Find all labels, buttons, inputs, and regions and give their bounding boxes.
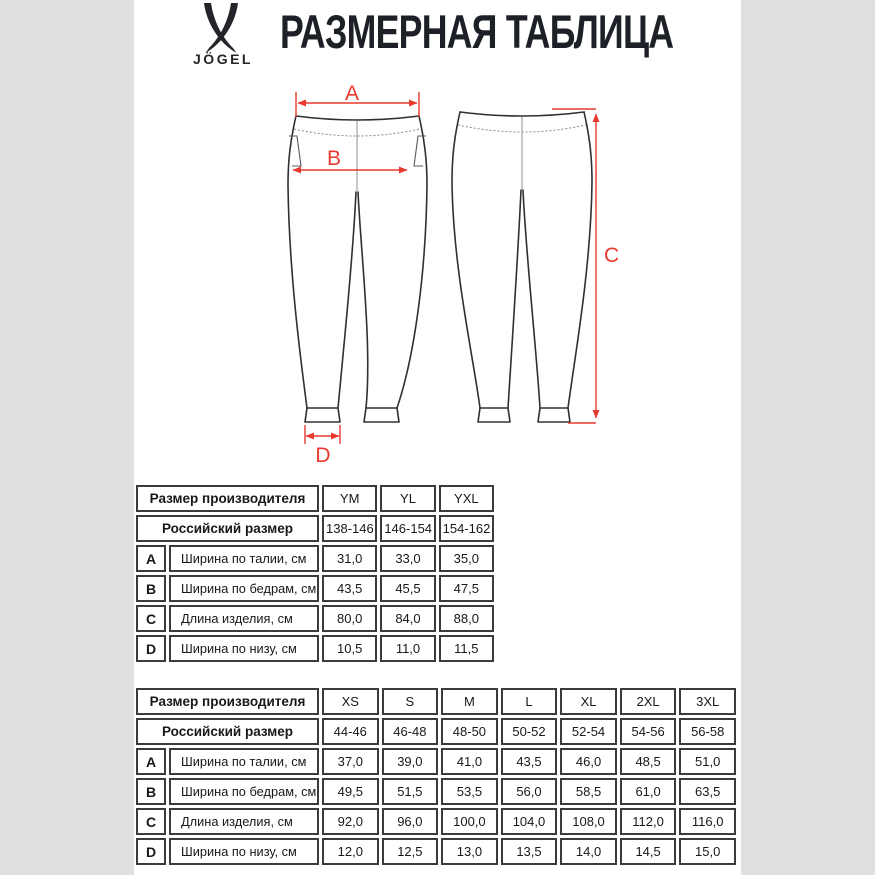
russian-size-cell: 138-146 xyxy=(322,515,377,542)
dimension-letter-cell: B xyxy=(136,575,166,602)
dimension-value-cell: 92,0 xyxy=(322,808,379,835)
dimension-value-cell: 13,5 xyxy=(501,838,558,865)
dimension-value-cell: 56,0 xyxy=(501,778,558,805)
manufacturer-size-label: Размер производителя xyxy=(136,485,319,512)
dimension-name-cell: Ширина по низу, см xyxy=(169,635,319,662)
russian-size-cell: 56-58 xyxy=(679,718,736,745)
dimension-value-cell: 43,5 xyxy=(501,748,558,775)
dimension-letter-cell: A xyxy=(136,545,166,572)
size-code-cell: YL xyxy=(380,485,435,512)
youth-size-table xyxy=(133,482,497,665)
dimension-name-cell: Длина изделия, см xyxy=(169,808,319,835)
dimension-value-cell: 10,5 xyxy=(322,635,377,662)
size-code-cell: 2XL xyxy=(620,688,677,715)
dimension-value-cell: 108,0 xyxy=(560,808,617,835)
russian-size-label: Российский размер xyxy=(136,718,319,745)
russian-size-cell: 54-56 xyxy=(620,718,677,745)
dimension-value-cell: 37,0 xyxy=(322,748,379,775)
dimension-value-cell: 58,5 xyxy=(560,778,617,805)
size-code-cell: XS xyxy=(322,688,379,715)
dimension-letter-cell: A xyxy=(136,748,166,775)
dimension-b-label: B xyxy=(326,147,342,170)
dimension-value-cell: 112,0 xyxy=(620,808,677,835)
russian-size-cell: 52-54 xyxy=(560,718,617,745)
manufacturer-size-label: Размер производителя xyxy=(136,688,319,715)
jogel-logo-icon xyxy=(202,3,240,53)
dimension-value-cell: 46,0 xyxy=(560,748,617,775)
dimension-value-cell: 31,0 xyxy=(322,545,377,572)
dimension-value-cell: 63,5 xyxy=(679,778,736,805)
russian-size-label: Российский размер xyxy=(136,515,319,542)
dimension-value-cell: 12,0 xyxy=(322,838,379,865)
dimension-row xyxy=(136,545,494,572)
jogel-wordmark: JÖGEL xyxy=(193,51,253,67)
dimension-row xyxy=(136,605,494,632)
dimension-value-cell: 43,5 xyxy=(322,575,377,602)
dimension-value-cell: 84,0 xyxy=(380,605,435,632)
russian-size-cell: 154-162 xyxy=(439,515,494,542)
dimension-letter-cell: D xyxy=(136,635,166,662)
dimension-value-cell: 14,0 xyxy=(560,838,617,865)
dimension-value-cell: 53,5 xyxy=(441,778,498,805)
dimension-value-cell: 96,0 xyxy=(382,808,439,835)
size-code-cell: M xyxy=(441,688,498,715)
dimension-value-cell: 11,0 xyxy=(380,635,435,662)
size-code-cell: XL xyxy=(560,688,617,715)
dimension-a-arrow xyxy=(296,85,419,117)
dimension-c-label: C xyxy=(604,244,620,267)
dimension-value-cell: 39,0 xyxy=(382,748,439,775)
dimension-row xyxy=(136,778,736,805)
dimension-value-cell: 88,0 xyxy=(439,605,494,632)
pants-back-drawing xyxy=(452,112,592,422)
dimension-value-cell: 61,0 xyxy=(620,778,677,805)
pants-diagram xyxy=(134,85,741,475)
dimension-value-cell: 49,5 xyxy=(322,778,379,805)
russian-size-cell: 44-46 xyxy=(322,718,379,745)
dimension-value-cell: 35,0 xyxy=(439,545,494,572)
dimension-name-cell: Ширина по талии, см xyxy=(169,748,319,775)
dimension-name-cell: Ширина по низу, см xyxy=(169,838,319,865)
dimension-value-cell: 41,0 xyxy=(441,748,498,775)
dimension-row xyxy=(136,748,736,775)
adult-size-table xyxy=(133,685,739,868)
dimension-value-cell: 51,0 xyxy=(679,748,736,775)
dimension-value-cell: 12,5 xyxy=(382,838,439,865)
dimension-name-cell: Ширина по бедрам, см xyxy=(169,778,319,805)
dimension-a-label: A xyxy=(344,85,360,105)
size-code-cell: S xyxy=(382,688,439,715)
dimension-name-cell: Ширина по бедрам, см xyxy=(169,575,319,602)
dimension-value-cell: 80,0 xyxy=(322,605,377,632)
russian-size-cell: 50-52 xyxy=(501,718,558,745)
dimension-value-cell: 48,5 xyxy=(620,748,677,775)
content-sheet xyxy=(134,0,741,875)
pants-front-drawing xyxy=(288,116,427,422)
dimension-row xyxy=(136,838,736,865)
dimension-name-cell: Ширина по талии, см xyxy=(169,545,319,572)
dimension-b-arrow xyxy=(293,147,407,170)
dimension-letter-cell: C xyxy=(136,808,166,835)
dimension-value-cell: 116,0 xyxy=(679,808,736,835)
dimension-value-cell: 11,5 xyxy=(439,635,494,662)
dimension-value-cell: 13,0 xyxy=(441,838,498,865)
size-code-cell: L xyxy=(501,688,558,715)
russian-size-cell: 48-50 xyxy=(441,718,498,745)
dimension-value-cell: 51,5 xyxy=(382,778,439,805)
dimension-name-cell: Длина изделия, см xyxy=(169,605,319,632)
dimension-row xyxy=(136,808,736,835)
page-title: РАЗМЕРНАЯ ТАБЛИЦА xyxy=(280,5,674,58)
size-code-cell: 3XL xyxy=(679,688,736,715)
dimension-value-cell: 15,0 xyxy=(679,838,736,865)
dimension-letter-cell: B xyxy=(136,778,166,805)
russian-size-cell: 46-48 xyxy=(382,718,439,745)
dimension-value-cell: 14,5 xyxy=(620,838,677,865)
dimension-value-cell: 47,5 xyxy=(439,575,494,602)
dimension-row xyxy=(136,635,494,662)
dimension-letter-cell: C xyxy=(136,605,166,632)
dimension-value-cell: 100,0 xyxy=(441,808,498,835)
size-code-cell: YM xyxy=(322,485,377,512)
dimension-letter-cell: D xyxy=(136,838,166,865)
manufacturer-size-row xyxy=(136,688,736,715)
dimension-value-cell: 45,5 xyxy=(380,575,435,602)
manufacturer-size-row xyxy=(136,485,494,512)
dimension-row xyxy=(136,575,494,602)
size-code-cell: YXL xyxy=(439,485,494,512)
russian-size-row xyxy=(136,718,736,745)
russian-size-row xyxy=(136,515,494,542)
russian-size-cell: 146-154 xyxy=(380,515,435,542)
dimension-d-label: D xyxy=(315,444,331,467)
dimension-value-cell: 33,0 xyxy=(380,545,435,572)
dimension-c-arrow xyxy=(552,109,619,423)
dimension-value-cell: 104,0 xyxy=(501,808,558,835)
dimension-d-arrow xyxy=(305,425,340,467)
